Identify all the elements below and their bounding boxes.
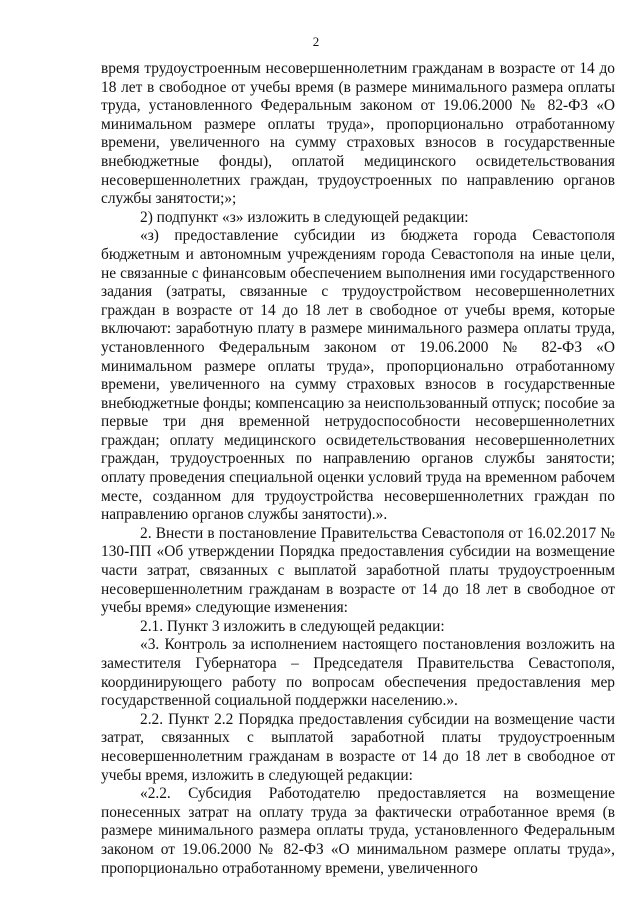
paragraph: «з) предоставление субсидии из бюджета города Севастополя бюджетным и автономным учреждениям города Севастополя на иные цели, не связанные с финансовым обеспечением выполнения ими государственного задания (затраты, связанные с трудоустройством несовершеннолетних граждан в возрасте от 14 до 18 лет в свободное от учебы время, которые включают: заработную плату в размере минимального размера оплаты труда, установленного Федеральным законом от 19.06.2000 № 82-ФЗ «О минимальном размере оплаты труда», пропорционально отработанному времени, увеличенного на сумму страховых взносов в государственные внебюджетные фонды; компенсацию за неиспользованный отпуск; пособие за первые три дня временной нетрудоспособности несовершеннолетних граждан; оплату медицинского освидетельствования несовершеннолетних граждан, трудоустроенных по направлению органов службы занятости; оплату проведения специальной оценки условий труда на временном рабочем месте, созданном для трудоустройства несовершеннолетних граждан по направлению органов службы занятости).». [101, 227, 615, 524]
paragraph: 2) подпункт «з» изложить в следующей редакции: [140, 208, 469, 226]
page-number: 2 [312, 34, 320, 49]
paragraph: 2. Внести в постановление Правительства Севастополя от 16.02.2017 № 130-ПП «Об утверждении Порядка предоставления субсидии на возмещение части затрат, связанных с выплатой заработной платы трудоустроенным несовершеннолетним гражданам в возрасте от 14 до 18 лет в свободное от учебы время» следующие изменения: [101, 524, 615, 617]
paragraph: «3. Контроль за исполнением настоящего постановления возложить на заместителя Губернатора – Председателя Правительства Севастополя, координирующего работу по вопросам обеспечения предоставления мер государственной социальной поддержки населению.». [101, 636, 615, 710]
paragraph: 2.1. Пункт 3 изложить в следующей редакции: [140, 617, 445, 635]
paragraph: время трудоустроенным несовершеннолетним гражданам в возрасте от 14 до 18 лет в свободное от учебы время (в размере минимального размера оплаты труда, установленного Федеральным законом от 19.06.2000 № 82-ФЗ «О минимальном размере оплаты труда», пропорционально отработанному времени, увеличенного на сумму страховых взносов в государственные внебюджетные фонды), оплатой медицинского освидетельствования несовершеннолетних граждан, трудоустроенных по направлению органов службы занятости;»; [101, 60, 615, 208]
document-body [101, 60, 615, 878]
paragraph: «2.2. Субсидия Работодателю предоставляется на возмещение понесенных затрат на оплату труда за фактически отработанное время (в размере минимального размера оплаты труда, установленного Федеральным законом от 19.06.2000 № 82-ФЗ «О минимальном размере оплаты труда», пропорционально отработанному времени, увеличенного [101, 785, 615, 877]
paragraph: 2.2. Пункт 2.2 Порядка предоставления субсидии на возмещение части затрат, связанных с выплатой заработной платы трудоустроенным несовершеннолетним гражданам в возрасте от 14 до 18 лет в свободное от учебы время, изложить в следующей редакции: [101, 710, 615, 784]
